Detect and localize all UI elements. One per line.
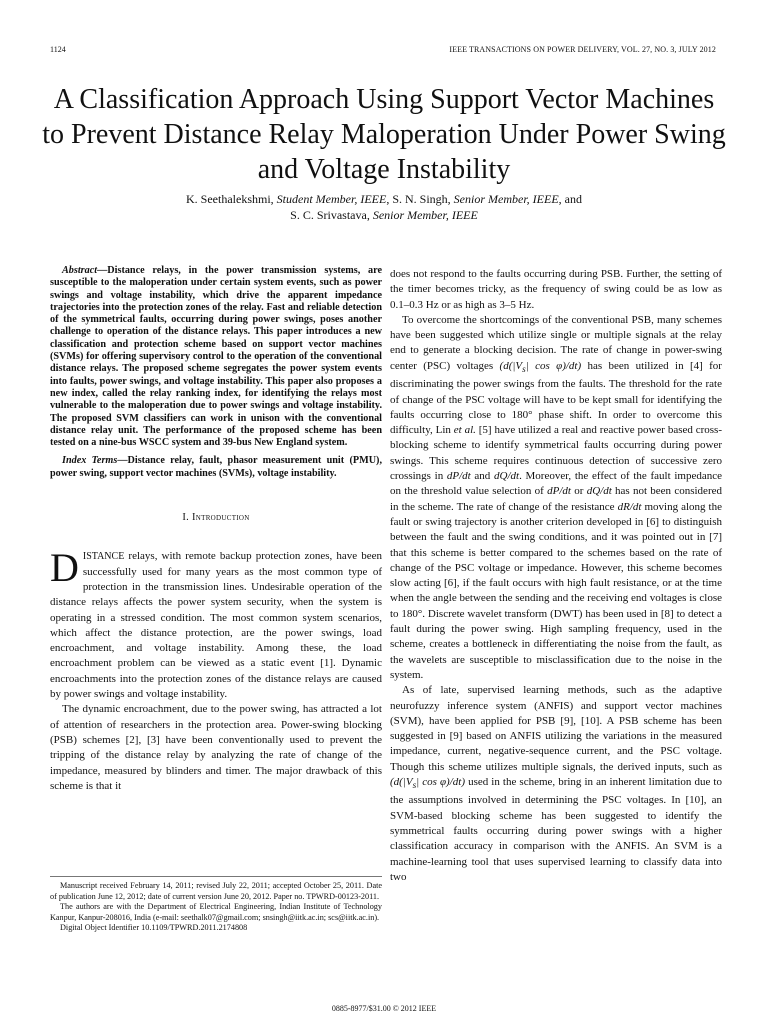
right-paragraph-3 [390,683,722,885]
author-and: , and [558,192,582,206]
left-column [50,265,382,794]
journal-header: IEEE TRANSACTIONS ON POWER DELIVERY, VOL. 27, NO. 3, JULY 2012 [449,45,716,54]
p2-text-d: . Moreover, the effect of the fault impedance on the threshold value selection of [390,470,722,498]
math-dq-dt: dQ/dt [494,470,520,483]
math-sub: s [522,363,526,374]
p3-text-b: used in the scheme, bring in an inherent limitation due to the assumptions involved in determining the PSC voltages. In [10], an SVM-based blocking scheme has been suggested to identify the symmetrical faults occurring during power swings with a higher classification accuracy in comparison with the ANFIS. An SVM is a machine-learning tool that uses supervised learning to classify data into two [390,775,722,883]
author-2-role: Senior Member, IEEE [453,192,559,206]
p2-text-b: has been utilized in [4] for discriminating the power swings from the faults. The threshold for the rate of change of the PSC voltage will have to be kept small for identifying the faults occurring close to 180° phase shift. In order to overcome this difficulty, Lin [390,359,722,437]
p2-etal: et al. [453,424,476,437]
page-number: 1124 [50,45,66,54]
author-1-role: Student Member, IEEE [276,192,387,206]
index-terms-text: —Distance relay, fault, phasor measurement unit (PMU), power swing, support vector machines (SVMs), voltage instability. [50,455,382,479]
math-part: (d(|V [499,359,523,372]
math-part: (d(|V [390,775,413,788]
math-part: | cos φ)/dt) [416,775,465,788]
footnote-affiliation: The authors are with the Department of Electrical Engineering, Indian Institute of Technology Kanpur, Kanpur-208016, India (e-mail: seethalk07@gmail.com; snsingh@iitk.ac.in; scs@iitk.ac.in). [50,902,382,922]
author-3-name: S. C. Srivastava, [290,207,370,222]
right-column [390,267,722,885]
math-psc-rate [500,360,582,372]
abstract [50,265,382,449]
footnotes [50,881,382,934]
author-list: K. Seethalekshmi, Student Member, IEEE, S. N. Singh, Senior Member, IEEE, and S. C. Srivastava, Senior Member, IEEE [186,192,582,222]
paper-title: A Classification Approach Using Support Vector Machines to Prevent Distance Relay Maloperation Under Power Swing and Voltage Instability [42,84,726,185]
math-dp-dt: dP/dt [547,485,571,498]
author-3-role: Senior Member, IEEE [372,207,478,222]
footnote-divider [50,876,382,877]
math-dq-dt: dQ/dt [586,485,612,498]
index-terms [50,455,382,480]
copyright-footer: 0885-8977/$31.00 © 2012 IEEE [331,1004,437,1013]
p2-text-c: [5] have utilized a real and reactive power based cross-blocking scheme to identify symmetrical faults occurring during power swings. This scheme requires continuous detection of successive zero crossings in [390,424,722,483]
math-dr-dt: dR/dt [617,500,642,513]
math-psc-rate [390,775,465,791]
intro-p1-text: relays, with remote backup protection zones, have been successfully used for many years as the most common type of protection in the transmission lines. Undesirable operation of the distance relays affects the power system security, when the system is operating in a stressed condition. The most common system scenarios, which affect the distance protection, are the power swings, load encroachment, and voltage instability. Among these, the load encroachment problem can be viewed as a static event [1]. Dynamic encroachments into the protection zones of the distance relays are caused by power swings and voltage instability. [50,550,382,701]
right-paragraph-1: does not respond to the faults occurring during PSB. Further, the setting of the timer becomes tricky, as the frequency of swing could be as low as 0.1–0.3 Hz or as high as 3–5 Hz. [390,268,722,311]
intro-paragraph-1 [50,545,382,702]
p3-text-a: As of late, supervised learning methods, such as the adaptive neurofuzzy inference system (ANFIS) and support vector machines (SVM), have been applied for PSB [9], [10]. A PSB scheme has been suggested in [9] based on ANFIS utilizing the variations in the measured impedance, current, negative-sequence current, and the PSC voltage. Though this scheme utilizes multiple signals, the derived inputs, such as [390,684,722,773]
math-dp-dt: dP/dt [446,470,471,483]
footnote-manuscript: Manuscript received February 14, 2011; revised July 22, 2011; accepted October 25, 2011. Date of publication June 12, 2012; date of current version June 20, 2012. Paper no. TPWRD-00123-2011. [50,881,382,901]
math-part: | cos φ)/dt) [525,359,582,372]
drop-cap: D [50,545,79,591]
abstract-label: Abstract [62,265,98,276]
abstract-text: —Distance relays, in the power transmission systems, are susceptible to the maloperation under certain system events, such as power swings and voltage instability, which drive the apparent impedance trajectories into the protection zones of the relay. Fast and reliable detection of the symmetrical faults, occurring during power swings, poses another challenge to operation of the distance relays. This paper introduces a new classification and protection scheme based on support vector machines (SVMs) for offering supervisory control to the operation of the conventional distance relays. The proposed scheme segregates the power system events into faults, power swings, and voltage instability. This paper also proposes a new index, called the relay ranking index, for identifying the relays most vulnerable to the maloperation due to power swings and voltage instability. The proposed SVM classifiers can work in unison with the conventional distance relay unit. The performance of the proposed scheme has been tested on a nine-bus WSCC system and 39-bus New England system. [50,265,382,449]
right-paragraph-2 [390,313,722,683]
p2-text-e: has not been considered in the scheme. The rate of change of the resistance [390,485,722,513]
p2-text-a: To overcome the shortcomings of the conventional PSB, many schemes have been suggested which utilize single or multiple signals at the relay end to generate a blocking decision. The rate of change in power-swing center (PSC) voltages [390,313,722,372]
section-heading-introduction: I. Introduction [182,512,250,524]
intro-paragraph-2: The dynamic encroachment, due to the power swing, has attracted a lot of attention of researchers in the protection area. Power-swing blocking (PSB) schemes [2], [3] have been conventionally used to prevent the tripping of the distance relay by analyzing the rate of change of the impedance, measured by blinders and timer. The major drawback of this scheme is that it [50,703,382,792]
drop-cap-rest: ISTANCE [82,551,125,563]
p2-and: and [470,470,494,483]
p2-or: or [570,485,587,498]
index-terms-label: Index Terms [62,455,118,467]
footnote-doi: Digital Object Identifier 10.1109/TPWRD.2011.2174808 [60,923,248,933]
author-1-name: K. Seethalekshmi, [186,192,274,206]
p2-text-f: moving along the fault or swing trajectory is another criterion developed in [6] to distinguish between the fault and the swing conditions, and it was pointed out in [7] that this scheme is better compared to the schemes based on the rate of change of the PSC voltage or impedance. However, this scheme becomes slow acting [6], if the fault occurs with high fault resistance, or at the time when the angle between the sending and the receiving end voltages is close to 180°. Discrete wavelet transform (DWT) has been used in [8] to detect a fault during the power swing. High sampling frequency, used in the scheme, creates a bottleneck in differentiating the noise from the fault, as the wavelets are susceptible to misclassification due to the noise in the system. [390,500,722,681]
math-sub: s [412,780,417,791]
author-2-name: S. N. Singh, [392,192,451,206]
